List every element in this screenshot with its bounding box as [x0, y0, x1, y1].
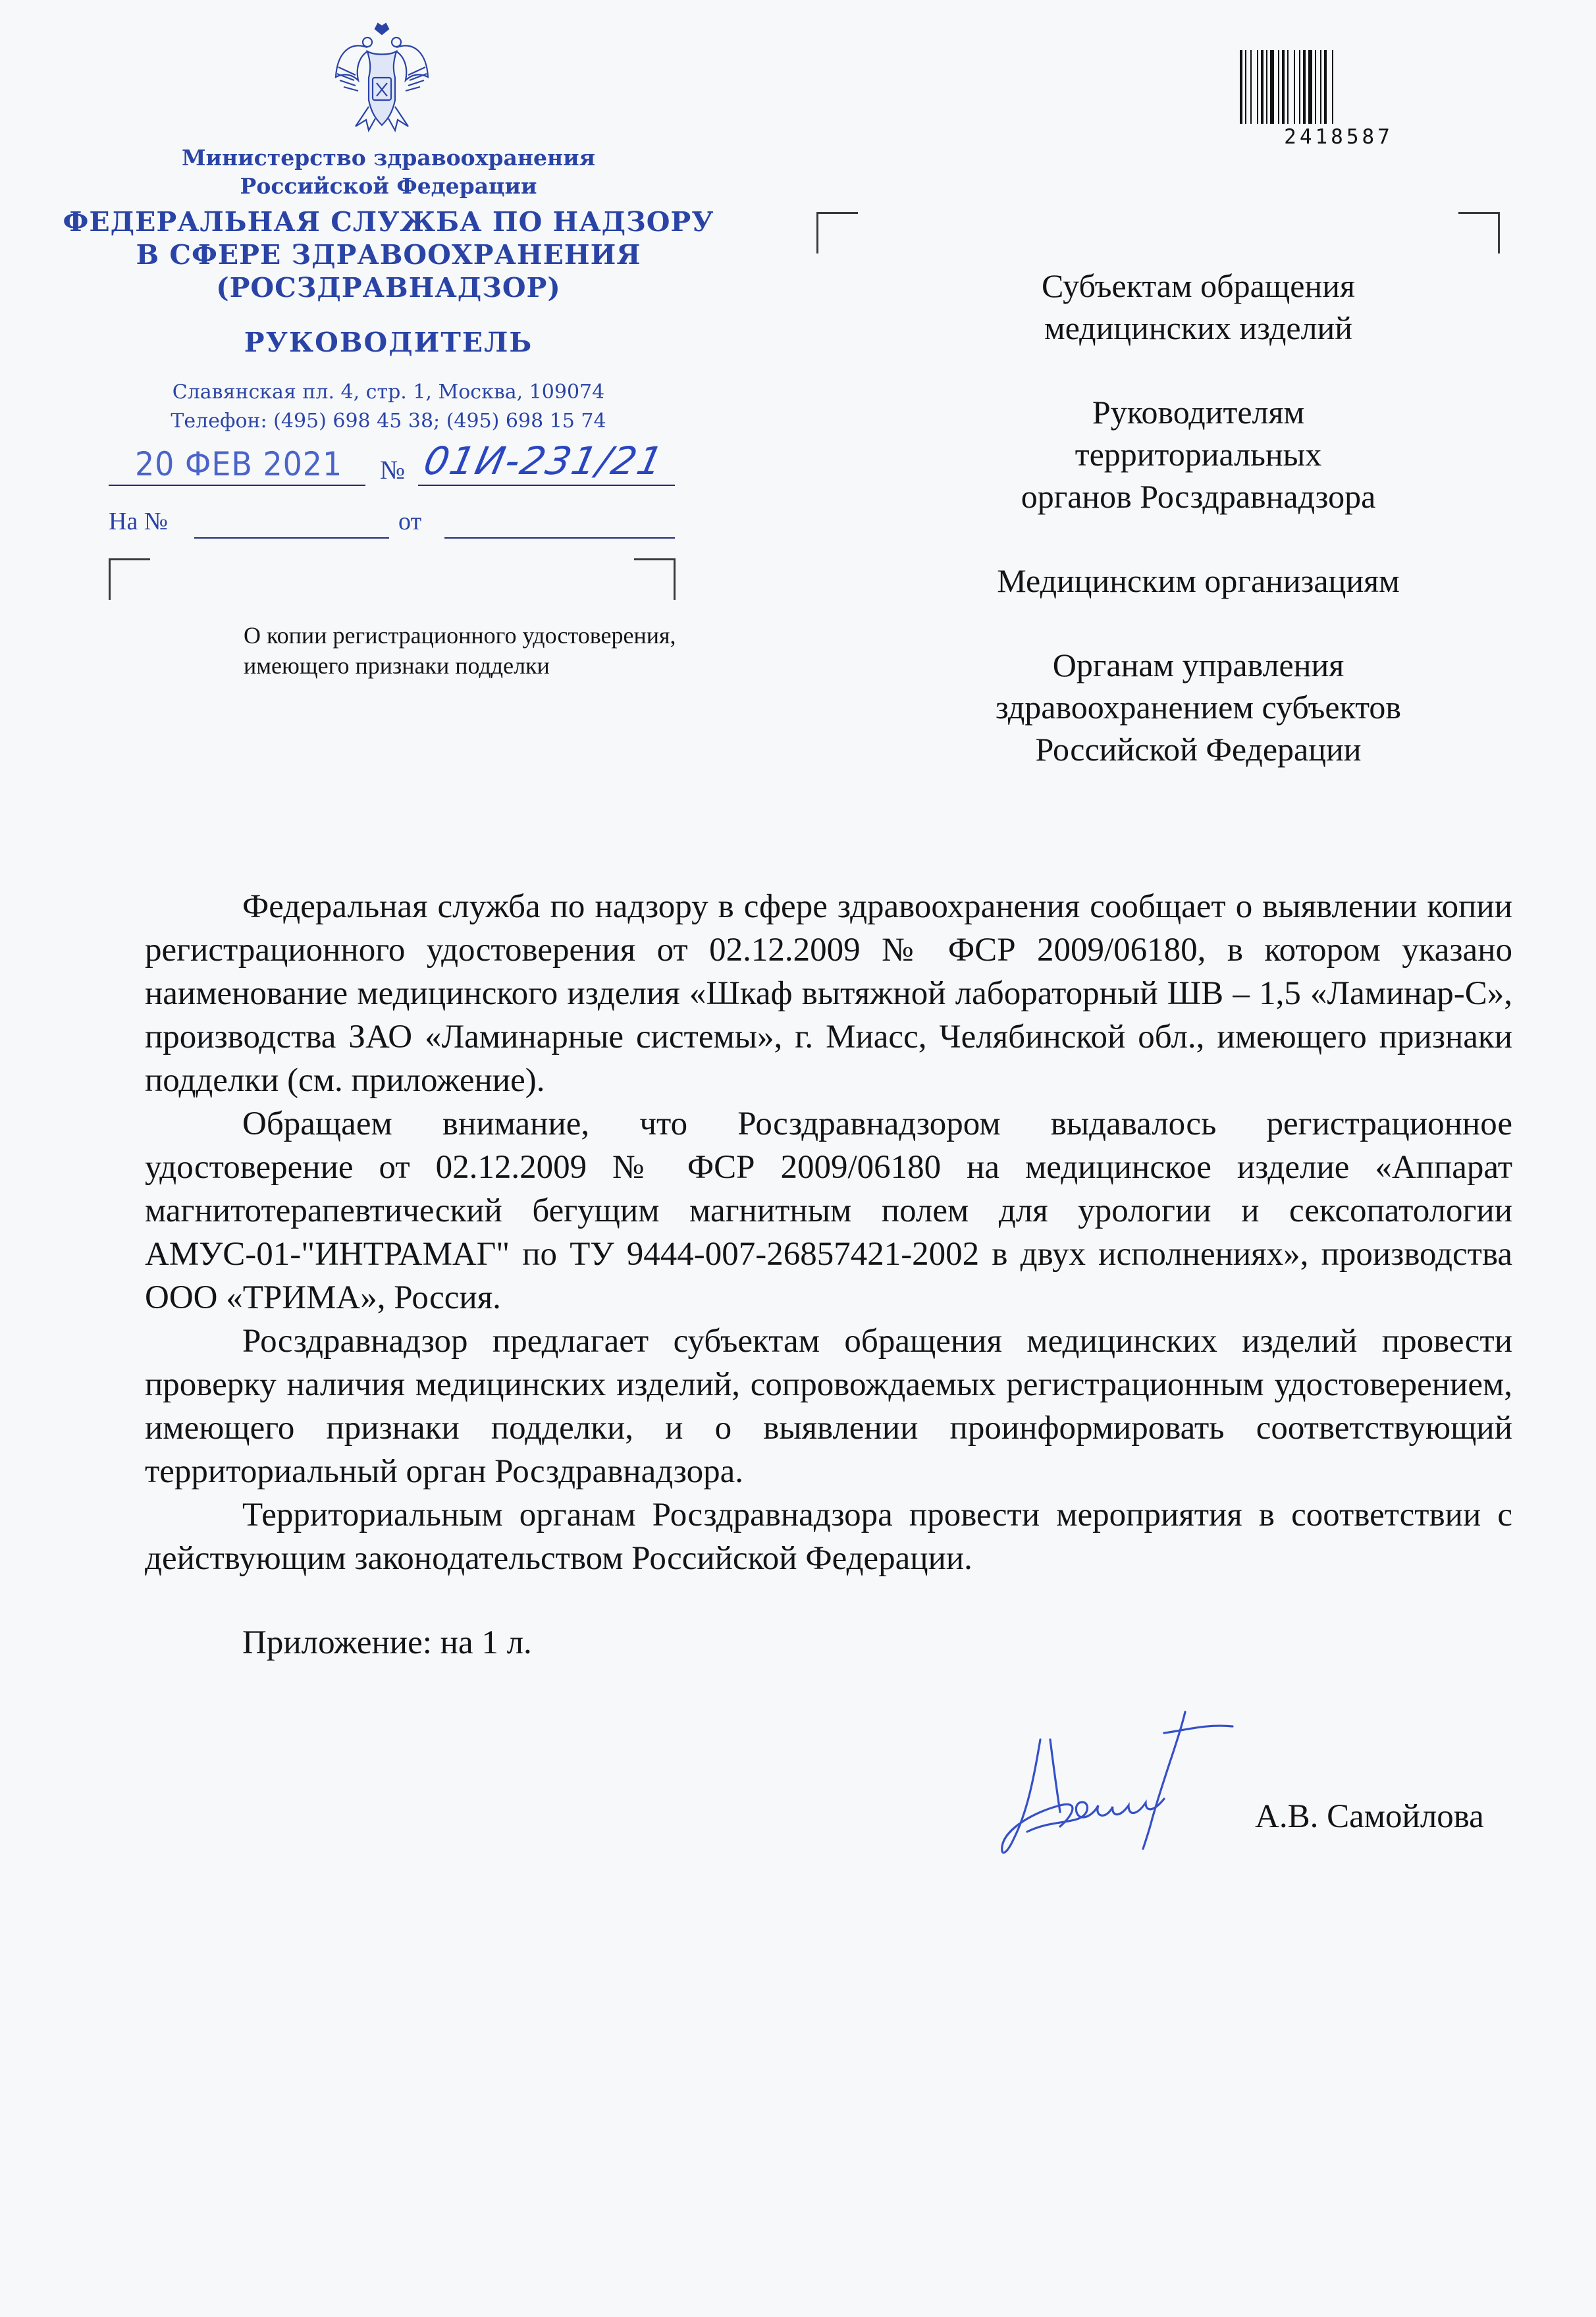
subject-line: имеющего признаки подделки [244, 652, 550, 679]
barcode-bar [1287, 50, 1289, 124]
addressee-line: территориальных [1075, 436, 1322, 473]
phone-numbers: Телефон: (495) 698 45 38; (495) 698 15 74 [171, 410, 606, 433]
service-line: (РОСЗДРАВНАДЗОР) [216, 272, 561, 304]
reference-label: На № [109, 508, 169, 535]
barcode-bar [1250, 50, 1252, 124]
addressee-line: Органам управления [1052, 647, 1344, 683]
subject-corner-left [109, 558, 150, 600]
addressee-line: Руководителям [1092, 394, 1305, 431]
contact-block [53, 378, 724, 436]
date-stamp: 20 ФЕВ 2021 [135, 445, 343, 483]
barcode-bar [1240, 50, 1242, 124]
subject-line: О копии регистрационного удостоверения, [244, 622, 676, 649]
handwritten-signature [988, 1700, 1330, 1878]
addressee-corner-left [816, 212, 858, 253]
barcode-bar [1257, 50, 1258, 124]
barcode-bar [1303, 50, 1306, 124]
addressee-group [922, 265, 1475, 349]
barcode-bar [1278, 50, 1279, 124]
barcode-bar [1270, 50, 1274, 124]
barcode-bar [1299, 50, 1300, 124]
signer-name: А.В. Самойлова [1255, 1798, 1484, 1835]
letter-body [145, 885, 1512, 1580]
position-title: РУКОВОДИТЕЛЬ [244, 327, 533, 358]
barcode-bar [1294, 50, 1295, 124]
ministry-name [53, 144, 724, 200]
barcode-bar [1308, 50, 1312, 124]
body-paragraph: Росздравнадзор предлагает субъектам обращения медицинских изделий провести проверку наличия медицинских изделий, сопровождаемых регистрационным удостоверением, имеющего признаки подделки, и о выявлении проинформировать соответствующий территориальный орган Росздравнадзора. [145, 1323, 1512, 1490]
outgoing-number: 01И-231/21 [419, 439, 668, 483]
addressee-line: Медицинским организациям [997, 562, 1400, 599]
postal-address: Славянская пл. 4, стр. 1, Москва, 109074 [172, 381, 605, 404]
addressee-line: Российской Федерации [1035, 731, 1362, 768]
barcode-bar [1266, 50, 1267, 124]
subject-corner-right [634, 558, 676, 600]
reference-row [109, 504, 675, 544]
number-sign: № [380, 455, 406, 485]
barcode-bar [1320, 50, 1321, 124]
barcode-bar [1261, 50, 1264, 124]
addressee-line: органов Росздравнадзора [1021, 478, 1376, 515]
barcode [1240, 50, 1437, 124]
addressee-group [922, 391, 1475, 518]
ministry-line: Министерство здравоохранения [182, 145, 595, 171]
letter-subject [244, 620, 676, 681]
barcode-bar [1245, 50, 1246, 124]
coat-of-arms-emblem [329, 14, 435, 136]
addressee-line: здравоохранением субъектов [995, 689, 1402, 726]
from-label: от [398, 508, 422, 535]
barcode-bar [1282, 50, 1285, 124]
service-line: В СФЕРЕ ЗДРАВООХРАНЕНИЯ [136, 239, 641, 271]
registration-row [109, 439, 675, 490]
barcode-number: 2418587 [1284, 125, 1393, 149]
barcode-bar [1332, 50, 1333, 124]
addressee-line: Субъектам обращения [1042, 267, 1355, 304]
addressee-line: медицинских изделий [1044, 309, 1353, 346]
appendix-note: Приложение: на 1 л. [242, 1624, 532, 1661]
service-name [53, 205, 724, 304]
body-paragraph: Территориальным органам Росздравнадзора провести мероприятия в соответствии с действующим законодательством Российской Федерации. [145, 1497, 1512, 1577]
service-line: ФЕДЕРАЛЬНАЯ СЛУЖБА ПО НАДЗОРУ [63, 206, 714, 238]
body-paragraph: Обращаем внимание, что Росздравнадзором выдавалось регистрационное удостоверение от 02.12.2009 № ФСР 2009/06180 на медицинское изделие «Аппарат магнитотерапевтический бегущим магнитным полем для урологии и сексопатологии АМУС-01-"ИНТРАМАГ" по ТУ 9444-007-26857421-2002 в двух исполнениях», производства ООО «ТРИМА», Россия. [145, 1105, 1512, 1316]
addressee-block [922, 265, 1475, 770]
body-paragraph: Федеральная служба по надзору в сфере здравоохранения сообщает о выявлении копии регистрационного удостоверения от 02.12.2009 № ФСР 2009/06180, в котором указано наименование медицинского изделия «Шкаф вытяжной лабораторный ШВ – 1,5 «Ламинар-С», производства ЗАО «Ламинарные системы», г. Миасс, Челябинской обл., имеющего признаки подделки (см. приложение). [145, 888, 1512, 1099]
addressee-corner-right [1458, 212, 1500, 253]
ministry-line: Российской Федерации [240, 173, 537, 199]
barcode-bar [1315, 50, 1316, 124]
barcode-bar [1324, 50, 1327, 124]
addressee-group [922, 644, 1475, 770]
addressee-group [922, 560, 1475, 602]
